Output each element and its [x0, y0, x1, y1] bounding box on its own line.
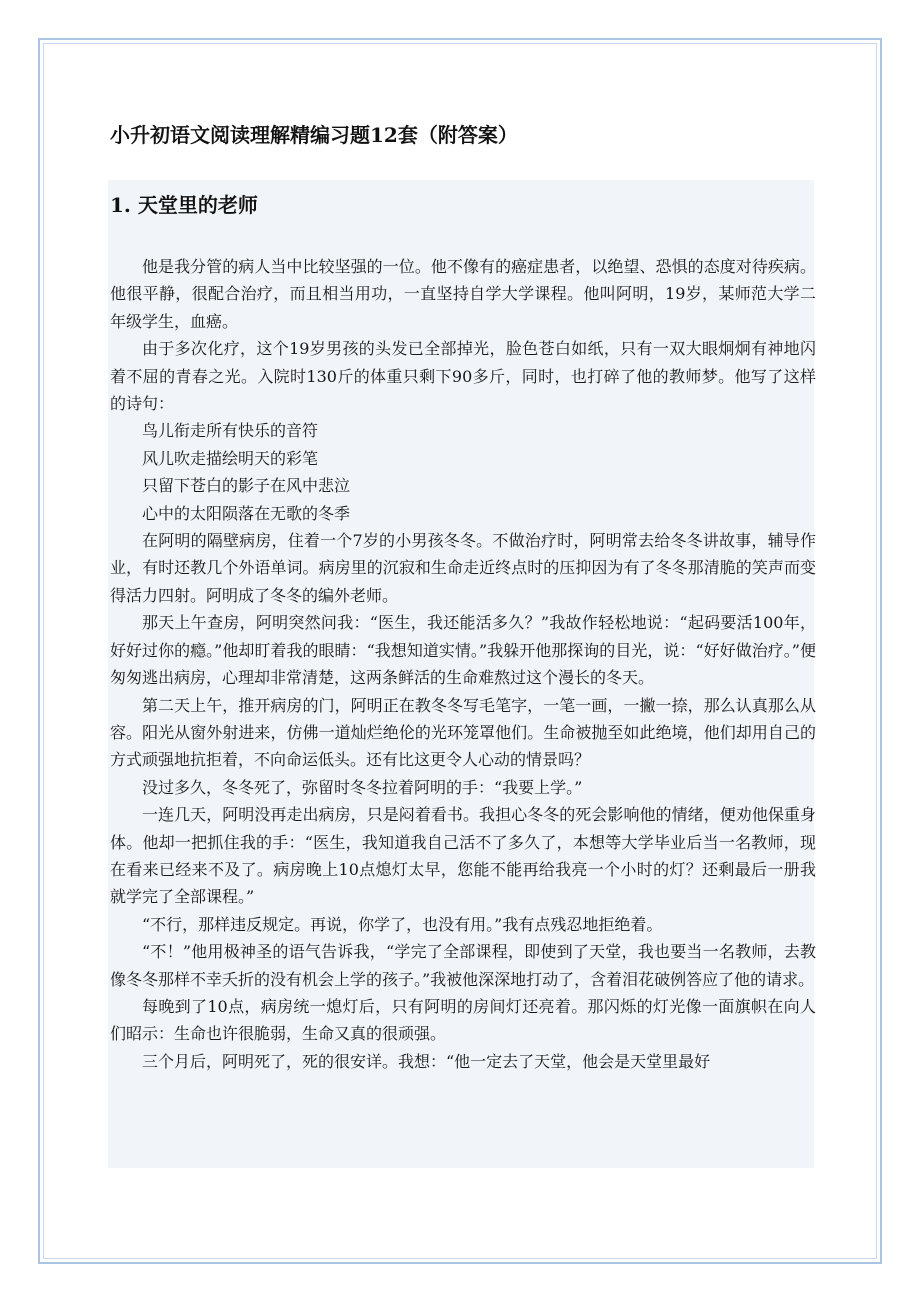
poem-line-2: 风儿吹走描绘明天的彩笔	[142, 448, 319, 468]
paragraph-7: 一连几天，阿明没再走出病房，只是闷着看书。我担心冬冬的死会影响他的情绪，便劝他保重身体。他却一把抓住我的手：“医生，我知道我自己活不了多久了，本想等大学毕业后当一名教师，现在看来已经来不及了。病房晚上10点熄灯太早，您能不能再给我亮一个小时的灯？还剩最后一册我就学完了全部课程。”	[110, 805, 816, 907]
paragraph-5: 第二天上午，推开病房的门，阿明正在教冬冬写毛笔字，一笔一画，一撇一捺，那么认真那么从容。阳光从窗外射进来，仿佛一道灿烂绝伦的光环笼罩他们。生命被抛至如此绝境，他们却用自己的方式顽强地抗拒着，不向命运低头。还有比这更令人心动的情景吗？	[110, 695, 816, 770]
poem-line-3: 只留下苍白的影子在风中悲泣	[142, 476, 351, 496]
paragraph-8: “不行，那样违反规定。再说，你学了，也没有用。”我有点残忍地拒绝着。	[142, 914, 663, 934]
paragraph-4: 那天上午查房，阿明突然问我：“医生，我还能活多久？”我故作轻松地说：“起码要活100年，好好过你的瘾。”他却盯着我的眼睛：“我想知道实情。”我躲开他那探询的目光，说：“好好做治疗。”便匆匆逃出病房，心理却非常清楚，这两条鲜活的生命难熬过这个漫长的冬天。	[110, 613, 816, 688]
poem-line-4: 心中的太阳陨落在无歌的冬季	[142, 503, 351, 523]
paragraph-3: 在阿明的隔壁病房，住着一个7岁的小男孩冬冬。不做治疗时，阿明常去给冬冬讲故事，辅导作业，有时还教几个外语单词。病房里的沉寂和生命走近终点时的压抑因为有了冬冬那清脆的笑声而变得活力四射。阿明成了冬冬的编外老师。	[110, 531, 816, 605]
section-heading: 1. 天堂里的老师	[110, 193, 258, 217]
article-body	[110, 253, 816, 1075]
paragraph-6: 没过多久，冬冬死了，弥留时冬冬拉着阿明的手：“我要上学。”	[142, 777, 583, 797]
paragraph-10: 每晚到了10点，病房统一熄灯后，只有阿明的房间灯还亮着。那闪烁的灯光像一面旗帜在向人们昭示：生命也许很脆弱，生命又真的很顽强。	[110, 996, 816, 1044]
paragraph-2: 由于多次化疗，这个19岁男孩的头发已全部掉光，脸色苍白如纸，只有一双大眼炯炯有神地闪着不屈的青春之光。入院时130斤的体重只剩下90多斤，同时，也打碎了他的教师梦。他写了这样的诗句：	[110, 339, 816, 414]
poem-line-1: 鸟儿衔走所有快乐的音符	[142, 421, 319, 441]
document-title: 小升初语文阅读理解精编习题12套（附答案）	[110, 123, 518, 147]
paragraph-1: 他是我分管的病人当中比较坚强的一位。他不像有的癌症患者，以绝望、恐惧的态度对待疾病。他很平静，很配合治疗，而且相当用功，一直坚持自学大学课程。他叫阿明，19岁，某师范大学二年级学生，血癌。	[110, 257, 816, 331]
paragraph-11: 三个月后，阿明死了，死的很安详。我想：“他一定去了天堂，他会是天堂里最好	[142, 1051, 711, 1071]
paragraph-9: “不！”他用极神圣的语气告诉我，“学完了全部课程，即使到了天堂，我也要当一名教师，去教像冬冬那样不幸夭折的没有机会上学的孩子。”我被他深深地打动了，含着泪花破例答应了他的请求。	[110, 942, 816, 989]
